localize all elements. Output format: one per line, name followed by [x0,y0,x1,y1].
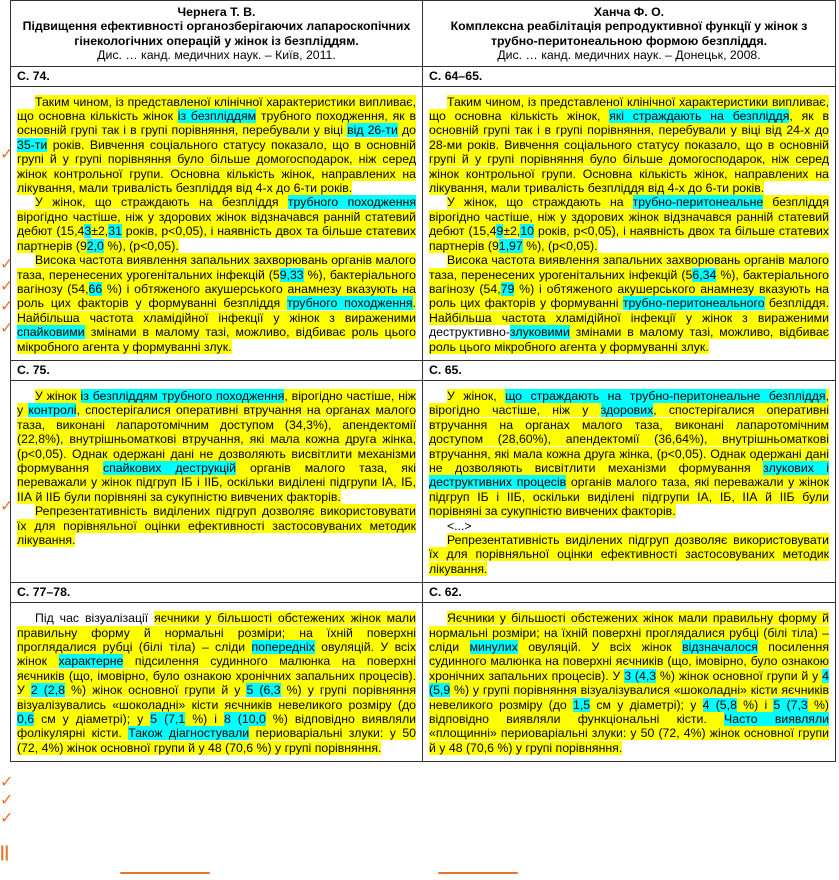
cyan-highlight: 2 (2,8 [30,683,65,698]
cyan-highlight: 5 (7,3 [773,697,808,712]
yellow-highlight: см у діаметрі); у [590,697,703,712]
right-page-ref: С. 62. [423,583,836,603]
cyan-highlight: 9 [496,224,504,239]
yellow-highlight: %) і [185,712,224,727]
yellow-highlight: Таким чином, із представленої клінічної характеристики випливає, що основна кількість жінок, [429,94,829,124]
yellow-highlight: ±2, [503,224,521,239]
left-page-ref: С. 74. [11,66,423,86]
page-ref-row-1 [11,66,836,86]
yellow-highlight: органів малого таза, які переважали у жінок підгруп ІБ і ІІБ, оскільки виділені підгрупи ІА, ІБ, ІІА й ІІБ були порівняні за сукупністю вивчених факторів. [17,460,416,504]
yellow-highlight: , як в основній групі так і в групі порівняння, перебували у віці від 24-х до 28-ми років. Вивчення соціального статусу показало, що в основній групі й у групі порівняння було більше домогосподарок, ніж серед жінок контрольної групи. Основна кількість жінок, направлених на лікування, мали тривалість безпліддя від 4-х до 6-ти років. [429,109,830,196]
yellow-highlight: %), бактеріального вагінозу (54, [17,267,417,296]
yellow-highlight: Висока частота виявлення запальних захворювань органів малого таза, перенесених урогенітальних інфекцій (5 [17,253,416,282]
yellow-highlight: %), бактеріального вагінозу (54, [429,267,830,296]
paragraph [17,253,416,354]
left-dissertation: Дис. … канд. медичних наук. – Київ, 2011. [97,48,336,63]
yellow-highlight: , вірогідно частіше, ніж у [17,388,416,418]
yellow-highlight: %) і [736,697,774,712]
cyan-highlight: 10 [520,224,535,239]
right-author: Ханча Ф. О. [593,5,665,19]
checkmark-icon: ✓ [0,810,14,827]
yellow-highlight: У жінок, що страждають на [447,195,633,210]
plain-text: <...> [447,518,472,533]
yellow-highlight: Висока частота виявлення запальних захворювань органів малого таза, перенесених урогенітальних інфекцій (5 [429,253,829,282]
cyan-highlight: здорових [600,403,654,418]
cyan-highlight: трубно-перитонеальне [632,195,764,210]
yellow-highlight: років, p<0,05), і наявність двох та більше статевих партнерів (9 [17,224,416,253]
yellow-highlight: %) жінок основної групи й у [64,683,247,698]
cyan-highlight: 8 (10,0 [223,712,266,727]
cyan-highlight: 4 (5,9 [429,668,829,698]
cyan-highlight: 9,33 [279,267,304,282]
paragraph [429,611,829,755]
cyan-highlight: Часто виявляли [724,712,830,727]
checkmark-icon: ✓ [0,792,14,809]
paragraph [17,95,416,196]
yellow-highlight: овуляцій. У всіх жінок [517,640,683,655]
text-row-1 [11,86,836,360]
text-row-2 [11,380,836,582]
yellow-highlight: посилення судинного малюнка на поверхні яєчників (що, імовірно, було ознакою хронічних запальних процесів). У [429,640,829,683]
yellow-highlight: , спостерігалися оперативні втручання на органах малого таза, виконані лапаротомічним доступом (28,60%), апендектомії (36,64%), внутрішньоматкові втручання, які мала кожна друга жінка, (p<0,05). Однак одержані дані не дозволяють висвітлити механізми формування [429,403,829,475]
left-text-cell [11,603,423,762]
cyan-highlight: характерне [58,654,124,669]
paragraph [429,195,829,253]
checkmark-icon: ✓ [0,146,14,163]
checkmark-icon: ✓ [0,498,14,515]
cyan-highlight: які страждають на безпліддя [609,109,790,124]
left-page-ref: С. 77–78. [11,583,423,603]
plain-text: деструктивно- [429,325,510,340]
page-ref-row-2 [11,360,836,380]
cyan-highlight: 31 [108,224,122,239]
paragraph [17,195,416,253]
cyan-highlight: злукових і деструктивних процесів [429,460,829,490]
checkmark-icon: ✓ [0,298,14,315]
yellow-highlight: см у діаметрі); у [34,712,151,727]
text-row-3 [11,603,836,762]
yellow-highlight: У жінок [35,388,81,403]
comparison-table-sheet [10,0,835,762]
yellow-highlight: вірогідно частіше, ніж у здорових жінок відзначався ранній статевий дебют (15,4 [17,209,416,239]
yellow-highlight: підсилення судинного малюнка на поверхні яєчників (що, імовірно, було ознакою хронічних запальних процесів). У [17,654,416,698]
yellow-highlight: %) і обтяженого акушерського анамнезу вказують на роль цих факторів у формуванні безпліддя [17,281,416,311]
cyan-highlight: контролі [28,403,77,418]
cyan-highlight: відзначалося [682,640,758,655]
yellow-highlight: . Найбільша частота хламідійної інфекції у жінок з вираженими [17,296,416,325]
yellow-highlight: , вірогідно частіше, ніж у [429,388,829,418]
yellow-highlight: %) відповідно виявляли фолікулярні кісти. [17,712,416,741]
cyan-highlight: 35-ти [17,137,48,152]
cyan-highlight: Також діагностували [128,726,250,741]
page-ref-row-3 [11,583,836,603]
paragraph [17,611,416,755]
yellow-highlight: У жінок, [447,388,506,403]
yellow-highlight: %) і обтяженого акушерського анамнезу вказують на роль цих факторів у формуванні [429,281,829,311]
yellow-highlight: змінами в малому тазі, можливо, відбиває роль цього мікробного агента у формуванні злук. [429,325,829,354]
right-dissertation: Дис. … канд. медичних наук. – Донецьк, 2008. [497,48,761,63]
yellow-highlight: %), (p<0,05). [103,238,179,253]
right-text-cell [423,380,836,582]
cyan-highlight: 66 [88,281,103,296]
cyan-highlight: із безпліддям [177,109,257,124]
yellow-highlight: овуляцій. У всіх жінок [17,640,417,669]
left-author: Чернега Т. В. [177,5,256,19]
cyan-highlight: спайковими [17,325,85,340]
cyan-highlight: із безпліддям трубного походження [80,388,285,403]
pen-underline-left [120,872,210,874]
cyan-highlight: від 26-ти [347,123,398,138]
cyan-highlight: попередніх [251,640,315,655]
yellow-highlight: до [397,123,416,138]
cyan-highlight: спайкових деструкцій [102,460,237,475]
double-bar-icon: || [0,844,9,861]
cyan-highlight: 1,5 [573,697,591,712]
right-page-ref: С. 65. [423,360,836,380]
left-title: Підвищення ефективності органозберігаючих лапароскопічних гінекологічних операцій у жінок із безпліддям. [22,19,411,48]
paragraph [429,533,829,576]
cyan-highlight: трубного походження [287,195,416,210]
yellow-highlight: , спостерігалися оперативні втручання на органах малого таза, виконані лапаротомічним доступом (34,3%), апендектомії (22,8%), внутрішньоматкові втручання, які мала кожна друга жінка, (p<0,05). Однак одержані дані не дозволяють висвітлити механізми формування [17,403,416,475]
right-header-cell [423,1,836,67]
checkmark-icon: ✓ [0,256,14,273]
cyan-highlight: 4 (5,8 [702,697,737,712]
cyan-highlight: 5 (7,1 [150,712,186,727]
left-header-cell [11,1,423,67]
paragraph [429,519,829,533]
yellow-highlight: яєчники у більшості обстежених жінок мали правильну форму й нормальні розміри; на їхній поверхні проглядалися рубці (білі тіла) – сліди [17,611,416,655]
yellow-highlight: периоваріальні злуки: у 50 (72, 4%) жінок основної групи й у 48 (70,6 %) у групі порівняння. [17,726,416,755]
yellow-highlight: %) жінок основної групи й у [656,668,823,683]
yellow-highlight: трубного походження, як в основній групі так і в групі порівняння, перебували у віці [17,109,416,138]
left-text-cell [11,86,423,360]
cyan-highlight: що страждають на трубно-перитонеальне безпліддя [505,388,826,403]
plain-text: Під час візуалізації [35,611,155,626]
yellow-highlight: Репрезентативність виділених підгруп дозволяє використовувати їх для порівняльної оцінки ефективності застосовуваних методик лікування. [17,504,416,547]
left-page-ref: С. 75. [11,360,423,380]
yellow-highlight: безпліддя вірогідно частіше, ніж у здорових жінок відзначався ранній статевий дебют (15,4 [429,195,829,239]
yellow-highlight: %) відповідно виявляли функціональні кісти. [429,697,830,727]
checkmark-icon: ✓ [0,320,14,337]
cyan-highlight: злуковими [509,325,570,340]
paragraph [429,253,829,354]
yellow-highlight: %) у групі порівняння візуалізувались «шоколадні» кісти яєчників невеликого розміру (до [17,683,416,712]
left-text-cell [11,380,423,582]
yellow-highlight: %), (p<0,05). [522,238,598,253]
cyan-highlight: 5 (6,3 [246,683,281,698]
paragraph [429,389,829,519]
cyan-highlight: 79 [500,281,515,296]
cyan-highlight: 6,34 [692,267,717,282]
checkmark-icon: ✓ [0,774,14,791]
right-text-cell [423,603,836,762]
right-page-ref: С. 64–65. [423,66,836,86]
header-row [11,1,836,67]
right-text-cell [423,86,836,360]
yellow-highlight: Репрезентативність виділених підгруп дозволяє використовувати їх для порівняльної оцінки ефективності застосовуваних методик лікування. [429,533,829,576]
yellow-highlight: Таким чином, із представленої клінічної характеристики випливає, що основна кількість жінок [17,94,416,124]
cyan-highlight: 3 [84,224,92,239]
yellow-highlight: років. Вивчення соціального статусу показало, що в основній групі й у групі порівняння було більше домогосподарок, ніж серед жінок контрольної групи. Основна кількість жінок, направлених на лікування, мали тривалість безпліддя від 4-х до 6-ти років. [17,137,416,196]
right-title: Комплексна реабілітація репродуктивної функції у жінок з трубно-перитонеальною формою безпліддя. [450,19,808,48]
cyan-highlight: 2,0 [86,238,104,253]
paragraph [429,95,829,196]
cyan-highlight: 0,6 [17,712,35,727]
cyan-highlight: 3 (4,3 [624,668,657,683]
yellow-highlight: безпліддя. Найбільша частота хламідійної інфекції у жінок з вираженими [429,296,829,325]
cyan-highlight: минулих [469,640,518,655]
paragraph [17,389,416,504]
cyan-highlight: 1,97 [498,238,523,253]
yellow-highlight: %) у групі порівняння візуалізувалися «шоколадні» кісти яєчників невеликого розміру (до [429,683,829,712]
comparison-table [10,0,836,762]
yellow-highlight: Яєчники у більшості обстежених жінок мали правильну форму й нормальні розміри; на їхній поверхні проглядалися рубці (білі тіла) – сліди [429,611,829,655]
yellow-highlight: ±2, [91,224,109,239]
cyan-highlight: трубного походження [286,296,413,311]
yellow-highlight: «площинні» периоваріальні злуки: у 50 (72, 4%) жінок основної групи й у 48 (70,6 %) у групі порівняння. [429,726,829,755]
yellow-highlight: років, p<0,05), і наявність двох та більше статевих партнерів (9 [429,224,829,253]
yellow-highlight: органів малого таза, які переважали у жінок підгруп ІБ і ІІБ, оскільки виділені підгрупи ІА, ІБ, ІІА й ІІБ були порівняні за сукупністю вивчених факторів. [429,475,829,519]
paragraph [17,504,416,547]
cyan-highlight: трубно-перитонеального [622,296,765,311]
checkmark-icon: ✓ [0,278,14,295]
yellow-highlight: змінами в малому тазі, можливо, відбиває роль цього мікробного агента у формуванні злук. [17,325,416,354]
pen-underline-right [438,872,518,874]
yellow-highlight: У жінок, що страждають на безпліддя [35,195,288,210]
